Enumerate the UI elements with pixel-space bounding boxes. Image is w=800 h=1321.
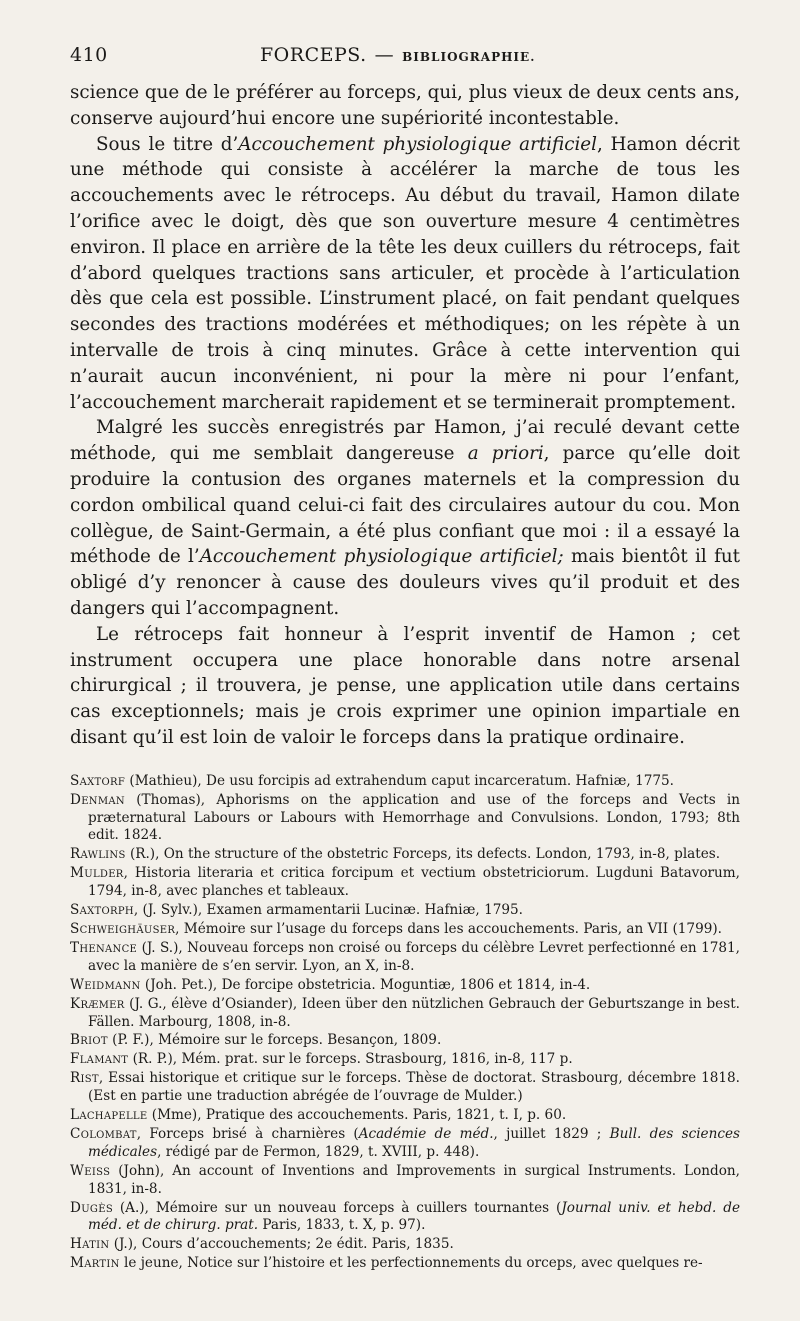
text-run: , juillet 1829 ;	[493, 1125, 610, 1142]
bibliography-entry	[70, 977, 740, 995]
text-run: Paris, 1833, t. X, p. 97).	[258, 1217, 426, 1234]
italic-text: Académie de méd.	[358, 1125, 494, 1142]
bibliography-entry	[70, 1070, 740, 1106]
bibliography-entry	[70, 865, 740, 901]
text-run: , (J. Sylv.), Examen armamentarii Lucinæ. Hafniæ, 1795.	[133, 902, 523, 919]
italic-text: Journal univ. et hebd. de méd. et de chirurg. prat.	[88, 1199, 741, 1234]
text-run: mais bientôt il fut obligé d’y renoncer à cause des douleurs vives qu’il produit et des dangers qui l’accompagnent.	[70, 546, 740, 619]
running-subtitle: BIBLIOGRAPHIE.	[402, 50, 536, 64]
bibliography-entry	[70, 940, 740, 976]
author-name: Flamant	[70, 1051, 129, 1068]
running-title: FORCEPS.	[260, 44, 367, 66]
paragraph	[70, 415, 740, 621]
paragraph	[70, 80, 740, 132]
bibliography-entry	[70, 1255, 740, 1273]
bibliography-entry	[70, 1032, 740, 1050]
bibliography-entry	[70, 1107, 740, 1125]
text-run: (R. P.), Mém. prat. sur le forceps. Strasbourg, 1816, in-8, 117 p.	[128, 1051, 573, 1068]
bibliography	[70, 773, 740, 1273]
text-run: science que de le préférer au forceps, qui, plus vieux de deux cents ans, conserve aujourd’hui encore une supériorité incontestable.	[70, 82, 740, 129]
text-run: , Essai historique et critique sur le forceps. Thèse de doctorat. Strasbourg, décembre 1818. (Est en partie une traduction abrégée de l’ouvrage de Mulder.)	[88, 1070, 740, 1105]
italic-text: a priori	[467, 443, 544, 465]
italic-text: Accouchement physiologique artificiel	[238, 133, 597, 155]
text-run: (J. G., élève d’Osiander), Ideen über den nützlichen Gebrauch der Geburtszange in best. Fällen. Marbourg, 1808, in-8.	[88, 995, 740, 1030]
bibliography-entry	[70, 773, 740, 791]
body-text	[70, 80, 740, 751]
text-run: (A.), Mémoire sur un nouveau forceps à cuillers tournantes (	[112, 1199, 562, 1216]
author-name: Kræmer	[70, 995, 125, 1012]
text-run: , Mémoire sur l’usage du forceps dans les accouchements. Paris, an VII (1799).	[175, 920, 723, 937]
text-run: (P. F.), Mémoire sur le forceps. Besançon, 1809.	[107, 1032, 442, 1049]
author-name: Dugès	[70, 1199, 113, 1216]
bibliography-entry	[70, 996, 740, 1032]
text-run: (J.), Cours d’accouchements; 2e édit. Paris, 1835.	[109, 1236, 454, 1253]
text-run: (J. S.), Nouveau forceps non croisé ou forceps du célèbre Levret perfectionné en 1781, avec la manière de s’en servir. Lyon, an X, in-8.	[88, 939, 740, 974]
text-run: (Joh. Pet.), De forcipe obstetricia. Moguntiæ, 1806 et 1814, in-4.	[140, 976, 591, 993]
author-name: Weidmann	[70, 976, 141, 993]
bibliography-entry	[70, 1200, 740, 1236]
author-name: Martin	[70, 1255, 120, 1272]
italic-text: Accouchement physiologique artificiel;	[199, 546, 564, 568]
author-name: Colombat	[70, 1125, 137, 1142]
italic-text: Bull. des sciences médicales	[88, 1125, 740, 1160]
author-name: Schweighäuser	[70, 920, 176, 937]
text-run: (Mme), Pratique des accouchements. Paris, 1821, t. I, p. 60.	[147, 1107, 567, 1124]
author-name: Denman	[70, 791, 125, 808]
bibliography-entry	[70, 792, 740, 846]
text-run: le jeune, Notice sur l’histoire et les perfectionnements du orceps, avec quelques re-	[119, 1255, 703, 1272]
running-header	[70, 44, 740, 76]
author-name: Rist	[70, 1070, 99, 1087]
bibliography-entry	[70, 902, 740, 920]
page	[70, 44, 740, 1274]
author-name: Weiss	[70, 1162, 111, 1179]
text-run: , parce qu’elle doit produire la contusion des organes maternels et la compression du cordon ombilical quand celui-ci fait des circulaires autour du cou. Mon collègue, de Saint-Germain, a été plus confiant que moi : il a essayé la méthode de l’	[70, 443, 740, 568]
text-run: Le rétroceps fait honneur à l’esprit inventif de Hamon ; cet instrument occupera une place honorable dans notre arsenal chirurgical ; il trouvera, je pense, une application utile dans certains cas exceptionnels; mais je crois exprimer une opinion impartiale en disant qu’il est loin de valoir le forceps dans la pratique ordinaire.	[70, 623, 740, 748]
bibliography-entry	[70, 1126, 740, 1162]
author-name: Saxtorph	[70, 902, 134, 919]
author-name: Hatin	[70, 1236, 110, 1253]
text-run: (R.), On the structure of the obstetric Forceps, its defects. London, 1793, in-8, plates.	[125, 846, 721, 863]
bibliography-entry	[70, 921, 740, 939]
author-name: Lachapelle	[70, 1107, 148, 1124]
header-dash: —	[374, 44, 395, 66]
author-name: Saxtorf	[70, 772, 126, 789]
text-run: (John), An account of Inventions and Improvements in surgical Instruments. London, 1831, in-8.	[88, 1162, 740, 1197]
bibliography-entry	[70, 1236, 740, 1254]
text-run: , Forceps brisé à charnières (	[136, 1125, 359, 1142]
bibliography-entry	[70, 1051, 740, 1069]
text-run: (Thomas), Aphorisms on the application and use of the forceps and Vects in præternatural Labours or Labours with Hemorrhage and Convulsions. London, 1793; 8th edit. 1824.	[88, 791, 740, 844]
author-name: Mulder	[70, 865, 124, 882]
page-number: 410	[70, 44, 108, 66]
paragraph	[70, 132, 740, 416]
text-run: Malgré les succès enregistrés par Hamon, j’ai reculé devant cette méthode, qui me semblait dangereuse	[70, 417, 740, 465]
paragraph	[70, 622, 740, 751]
text-run: , Historia literaria et critica forcipum et vectium obstetriciorum. Lugduni Batavorum, 1794, in-8, avec planches et tableaux.	[88, 865, 740, 900]
text-run: Sous le titre d’	[96, 133, 239, 155]
text-run: , Hamon décrit une méthode qui consiste à accélérer la marche de tous les accouchements avec le rétroceps. Au début du travail, Hamon dilate l’orifice avec le doigt, dès que son ouverture mesure 4 centimètres environ. Il place en arrière de la tête les deux cuillers du rétroceps, fait d’abord quelques tractions sans articuler, et procède à l’articulation dès que cela est possible. L’instrument placé, on fait pendant quelques secondes des tractions modérées et méthodiques; on les répète à un intervalle de trois à cinq minutes. Grâce à cette intervention qui n’aurait aucun inconvénient, ni pour la mère ni pour l’enfant, l’accouchement marcherait rapidement et se terminerait promptement.	[70, 133, 740, 413]
bibliography-entry	[70, 1163, 740, 1199]
author-name: Rawlins	[70, 846, 126, 863]
bibliography-entry	[70, 846, 740, 864]
author-name: Thenance	[70, 939, 138, 956]
text-run: (Mathieu), De usu forcipis ad extrahendum caput incarceratum. Hafniæ, 1775.	[125, 772, 674, 789]
text-run: , rédigé par de Fermon, 1829, t. XVIII, p. 448).	[157, 1143, 480, 1160]
author-name: Briot	[70, 1032, 108, 1049]
